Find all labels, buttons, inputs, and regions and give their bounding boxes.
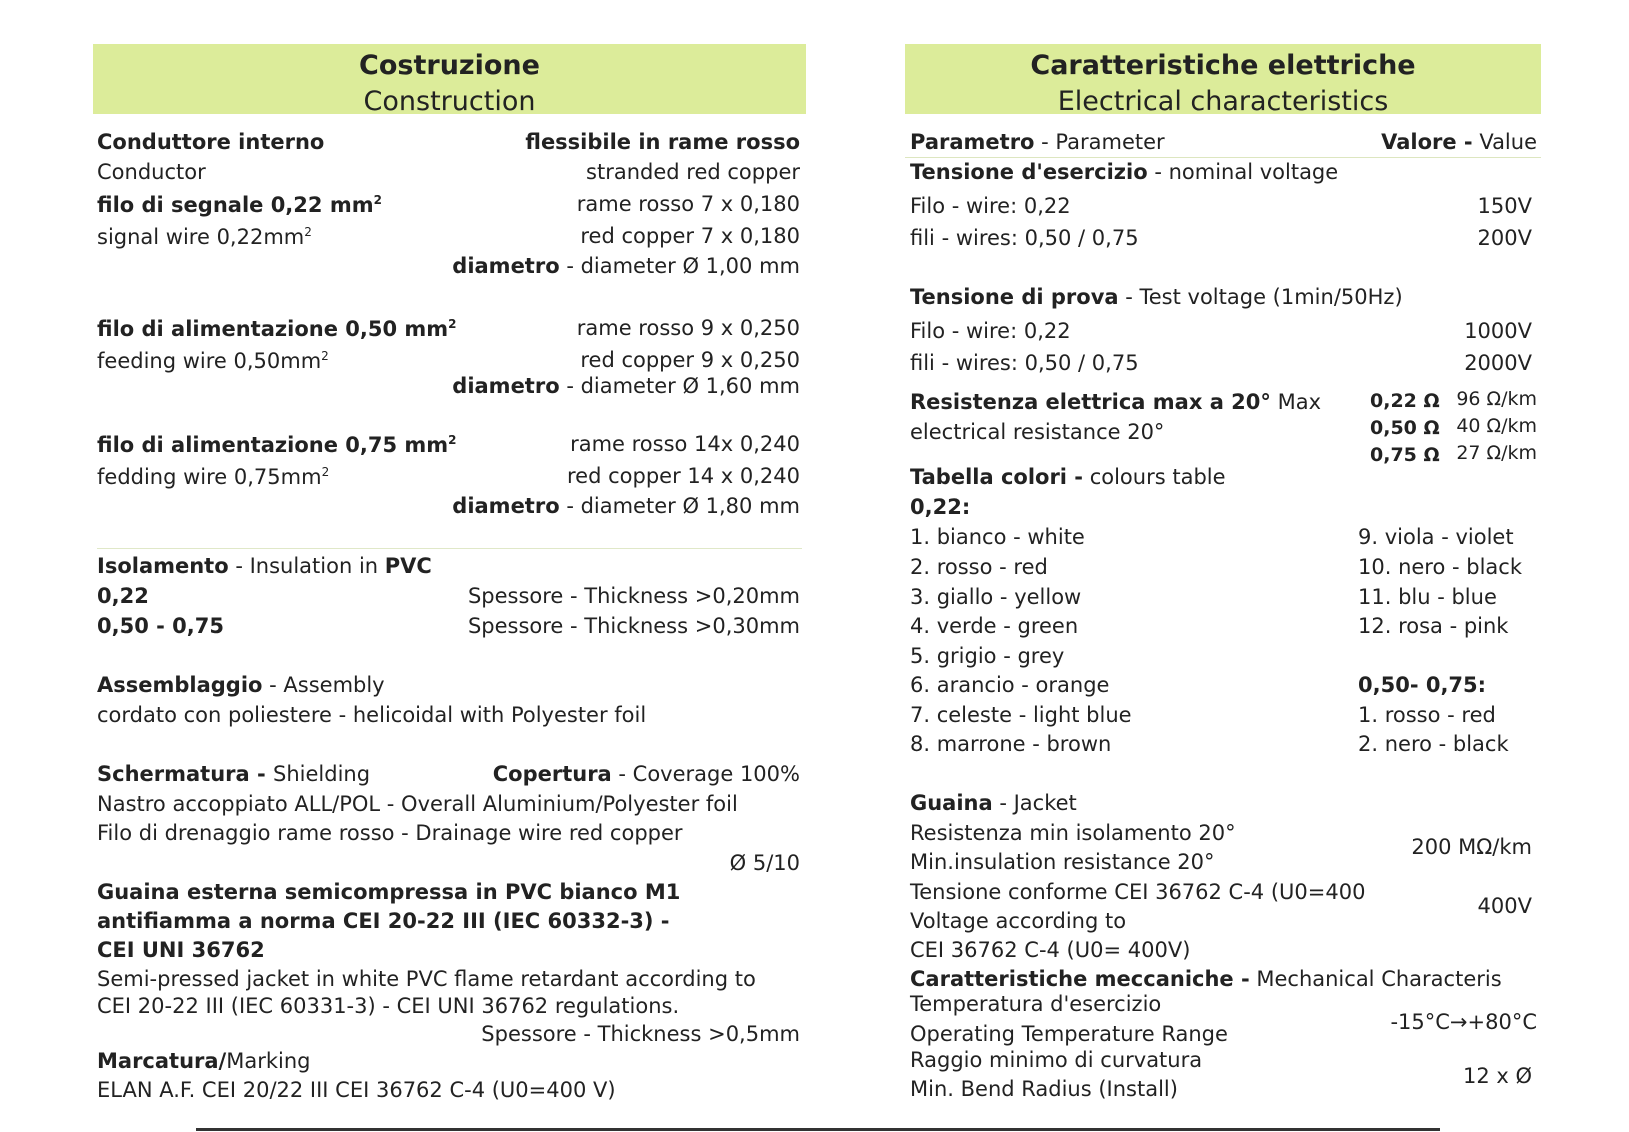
signal-wire-diameter: diametro - diameter Ø 1,00 mm xyxy=(452,254,800,278)
feed050-value-en: red copper 9 x 0,250 xyxy=(580,348,800,372)
separator xyxy=(97,548,802,549)
coverage-label: Copertura - Coverage 100% xyxy=(492,762,800,786)
feed050-value-it: rame rosso 9 x 0,250 xyxy=(576,316,800,340)
bend-radius-en: Min. Bend Radius (Install) xyxy=(910,1077,1178,1101)
colour-item: 12. rosa - pink xyxy=(1358,614,1509,638)
voltage-conform-it: Tensione conforme CEI 36762 C-4 (U0=400 xyxy=(910,880,1366,904)
colours-table-label: Tabella colori - colours table xyxy=(910,465,1226,489)
resistance-label: Resistenza elettrica max a 20° Max xyxy=(910,390,1322,414)
colours-group-022: 0,22: xyxy=(910,495,971,519)
feed050-label-it: filo di alimentazione 0,50 $mm^2$ xyxy=(97,317,457,341)
temperature-en: Operating Temperature Range xyxy=(910,1022,1228,1046)
resistance-label-en: electrical resistance 20° xyxy=(910,420,1165,444)
nominal-row2-value: 200V xyxy=(1477,226,1532,250)
insulation-row2-label: 0,50 - 0,75 xyxy=(97,614,224,638)
test-row2-value: 2000V xyxy=(1464,351,1532,375)
construction-title-it: Costruzione xyxy=(359,50,540,81)
resistance-value-050: 40 Ω/km xyxy=(1456,415,1537,437)
colour-item: 3. giallo - yellow xyxy=(910,585,1082,609)
insulation-resistance-value: 200 MΩ/km xyxy=(1411,835,1532,859)
nominal-row1-value: 150V xyxy=(1477,194,1532,218)
assembly-text: cordato con poliestere - helicoidal with Polyester foil xyxy=(97,703,647,727)
conductor-value-it: flessibile in rame rosso xyxy=(525,130,800,154)
assembly-label: Assemblaggio - Assembly xyxy=(97,673,385,697)
bend-radius-it: Raggio minimo di curvatura xyxy=(910,1048,1203,1072)
colour-item: 4. verde - green xyxy=(910,614,1079,638)
colour-item: 2. nero - black xyxy=(1358,732,1509,756)
insulation-row2-value: Spessore - Thickness >0,30mm xyxy=(467,614,800,638)
nominal-row2-label: fili - wires: 0,50 / 0,75 xyxy=(910,226,1139,250)
colour-item: 2. rosso - red xyxy=(910,555,1048,579)
resistance-value-022: 96 Ω/km xyxy=(1456,388,1537,410)
electrical-title-it: Caratteristiche elettriche xyxy=(1030,50,1416,81)
colour-item: 10. nero - black xyxy=(1358,555,1522,579)
test-row1-label: Filo - wire: 0,22 xyxy=(910,319,1071,343)
nominal-row1-label: Filo - wire: 0,22 xyxy=(910,194,1071,218)
mechanical-label: Caratteristiche meccaniche - Mechanical Characteris xyxy=(910,967,1502,991)
colour-item: 1. rosso - red xyxy=(1358,703,1496,727)
voltage-conform-en: Voltage according to xyxy=(910,909,1127,933)
colour-item: 1. bianco - white xyxy=(910,525,1085,549)
feed075-diameter: diametro - diameter Ø 1,80 mm xyxy=(452,494,800,518)
test-row2-label: fili - wires: 0,50 / 0,75 xyxy=(910,351,1139,375)
bend-radius-value: 12 x Ø xyxy=(1462,1064,1532,1088)
jacket-bold2: antifiamma a norma CEI 20-22 III (IEC 60332-3) - xyxy=(97,909,670,933)
insulation-label: Isolamento - Insulation in PVC xyxy=(97,554,432,578)
colour-item: 6. arancio - orange xyxy=(910,673,1110,697)
bottom-table-border xyxy=(196,1128,1440,1131)
colour-item: 11. blu - blue xyxy=(1358,585,1497,609)
conductor-label-it: Conduttore interno xyxy=(97,130,325,154)
colours-group-050-075: 0,50- 0,75: xyxy=(1358,673,1487,697)
signal-wire-label-it: filo di segnale 0,22 $mm^2$ xyxy=(97,193,382,217)
colour-item: 5. grigio - grey xyxy=(910,644,1065,668)
param-rule xyxy=(905,157,1541,158)
test-voltage-label: Tensione di prova - Test voltage (1min/50Hz) xyxy=(910,285,1403,309)
nominal-voltage-label: Tensione d'esercizio - nominal voltage xyxy=(910,160,1339,184)
conductor-label-en: Conductor xyxy=(97,160,206,184)
construction-header xyxy=(93,44,806,117)
construction-title-en: Construction xyxy=(363,86,536,117)
insulation-row1-value: Spessore - Thickness >0,20mm xyxy=(467,584,800,608)
electrical-title-en: Electrical characteristics xyxy=(1057,86,1389,117)
colour-item: 7. celeste - light blue xyxy=(910,703,1132,727)
signal-wire-value-en: red copper 7 x 0,180 xyxy=(580,224,800,248)
insulation-resistance-it: Resistenza min isolamento 20° xyxy=(910,821,1236,845)
feed075-label-it: filo di alimentazione 0,75 $mm^2$ xyxy=(97,433,457,457)
jacket-bold3: CEI UNI 36762 xyxy=(97,938,265,962)
electrical-header xyxy=(905,44,1541,117)
resistance-value-075: 27 Ω/km xyxy=(1456,442,1537,464)
marking-text: ELAN A.F. CEI 20/22 III CEI 36762 C-4 (U0=400 V) xyxy=(97,1078,616,1102)
resistance-size-022: 0,22 Ω xyxy=(1370,390,1440,412)
insulation-row1-label: 0,22 xyxy=(97,584,149,608)
shielding-line2: Filo di drenaggio rame rosso - Drainage wire red copper xyxy=(97,821,683,845)
resistance-size-050: 0,50 Ω xyxy=(1370,417,1440,439)
feed050-label-en: feeding wire $0,50mm^2$ xyxy=(97,349,329,373)
shielding-label: Schermatura - Shielding xyxy=(97,762,371,786)
parameter-head: Parametro - Parameter xyxy=(910,130,1165,154)
resistance-size-075: 0,75 Ω xyxy=(1370,444,1440,466)
colour-item: 8. marrone - brown xyxy=(910,732,1112,756)
value-head: Valore - Value xyxy=(1381,130,1537,154)
colour-item: 9. viola - violet xyxy=(1358,525,1514,549)
signal-wire-value-it: rame rosso 7 x 0,180 xyxy=(576,192,800,216)
conductor-value-en: stranded red copper xyxy=(586,160,800,184)
marking-label: Marcatura/Marking xyxy=(97,1049,311,1073)
temperature-value: -15°C→+80°C xyxy=(1390,1010,1537,1034)
feed075-value-en: red copper 14 x 0,240 xyxy=(567,464,800,488)
drain-diameter: Ø 5/10 xyxy=(729,851,800,875)
feed075-label-en: fedding wire $0,75mm^2$ xyxy=(97,465,330,489)
jacket-thickness: Spessore - Thickness >0,5mm xyxy=(481,1022,800,1046)
jacket-bold1: Guaina esterna semicompressa in PVC bianco M1 xyxy=(97,880,681,904)
feed075-value-it: rame rosso 14x 0,240 xyxy=(570,432,800,456)
shielding-line1: Nastro accoppiato ALL/POL - Overall Aluminium/Polyester foil xyxy=(97,792,738,816)
signal-wire-label-en: signal wire $0,22mm^2$ xyxy=(97,225,312,249)
voltage-conform-std: CEI 36762 C-4 (U0= 400V) xyxy=(910,938,1191,962)
jacket-line1: Semi-pressed jacket in white PVC flame retardant according to xyxy=(97,967,756,991)
temperature-it: Temperatura d'esercizio xyxy=(910,992,1162,1016)
insulation-resistance-en: Min.insulation resistance 20° xyxy=(910,850,1215,874)
voltage-conform-value: 400V xyxy=(1477,894,1532,918)
test-row1-value: 1000V xyxy=(1464,319,1532,343)
jacket-line2: CEI 20-22 III (IEC 60331-3) - CEI UNI 36762 regulations. xyxy=(97,994,680,1018)
jacket-el-label: Guaina - Jacket xyxy=(910,791,1077,815)
feed050-diameter: diametro - diameter Ø 1,60 mm xyxy=(452,374,800,398)
